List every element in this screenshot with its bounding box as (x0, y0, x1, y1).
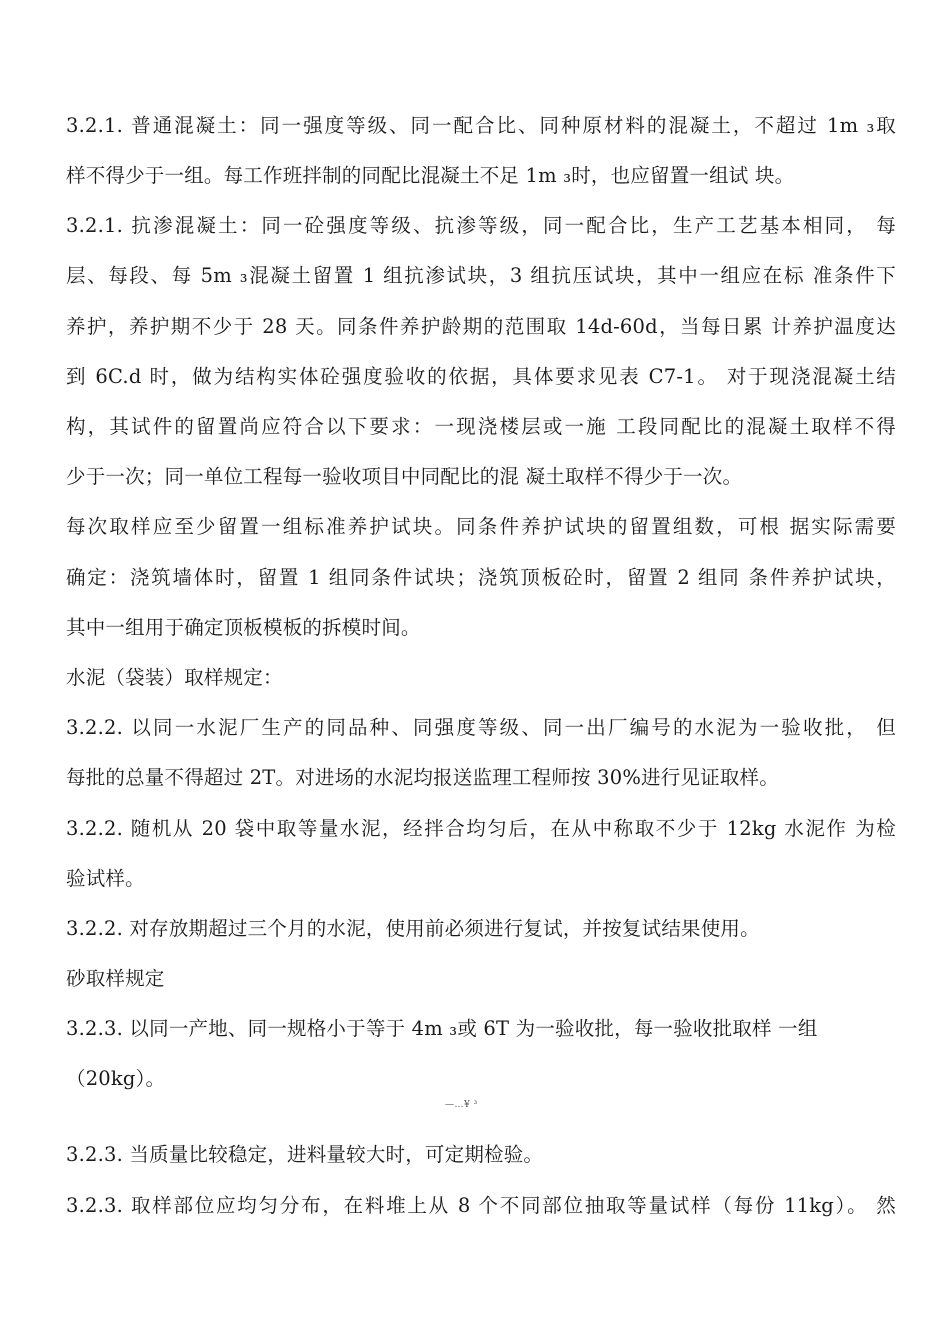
text-line: 其中一组用于确定顶板模板的拆模时间。 (66, 616, 421, 639)
text-line: 少于一次；同一单位工程每一验收项目中同配比的混 凝土取样不得少于一次。 (66, 465, 743, 488)
section-heading: 砂取样规定 (66, 967, 165, 990)
text-line: 每批的总量不得超过 2T。对进场的水泥均报送监理工程师按 30%进行见证取样。 (66, 766, 779, 789)
text-line: 确定：浇筑墙体时，留置 1 组同条件试块；浇筑顶板砼时，留置 2 组同 条件养护试块， (66, 566, 896, 589)
text-line: 样不得少于一组。每工作班拌制的同配比混凝土不足 1m ₃时，也应留置一组试 块。 (66, 164, 795, 187)
text-line: 验试样。 (66, 867, 145, 890)
text-line: 3.2.3. 取样部位应均匀分布，在料堆上从 8 个不同部位抽取等量试样（每份 11kg）。 然 (66, 1194, 896, 1217)
text-line: 到 6C.d 时，做为结构实体砼强度验收的依据，具体要求见表 C7-1。 对于现浇混凝土结 (66, 365, 896, 388)
text-line: 层、每段、每 5m ₃混凝土留置 1 组抗渗试块，3 组抗压试块，其中一组应在标 准条件下 (66, 264, 896, 287)
text-line: 构，其试件的留置尚应符合以下要求：一现浇楼层或一施 工段同配比的混凝土取样不得 (66, 415, 896, 438)
page-marker: —…¥ ³ (445, 1100, 478, 1110)
text-line: 3.2.3. 以同一产地、同一规格小于等于 4m ₃或 6T 为一验收批，每一验收批取样 一组 (66, 1017, 818, 1040)
section-heading: 水泥（袋装）取样规定： (66, 666, 283, 689)
text-line: 3.2.1. 抗渗混凝土：同一砼强度等级、抗渗等级，同一配合比，生产工艺基本相同， 每 (66, 214, 896, 237)
text-line: 3.2.3. 当质量比较稳定，进料量较大时，可定期检验。 (66, 1143, 544, 1166)
text-line: 3.2.2. 以同一水泥厂生产的同品种、同强度等级、同一出厂编号的水泥为一验收批， 但 (66, 716, 896, 739)
text-line: 每次取样应至少留置一组标准养护试块。同条件养护试块的留置组数，可根 据实际需要 (66, 515, 896, 538)
text-line: 3.2.1. 普通混凝土：同一强度等级、同一配合比、同种原材料的混凝土，不超过 1m ₃取 (66, 114, 896, 137)
text-line: 3.2.2. 随机从 20 袋中取等量水泥，经拌合均匀后，在从中称取不少于 12kg 水泥作 为检 (66, 817, 896, 840)
text-line: 3.2.2. 对存放期超过三个月的水泥，使用前必须进行复试，并按复试结果使用。 (66, 917, 760, 940)
text-line: （20kg）。 (66, 1067, 166, 1090)
text-line: 养护，养护期不少于 28 天。同条件养护龄期的范围取 14d-60d，当每日累 计养护温度达 (66, 315, 896, 338)
